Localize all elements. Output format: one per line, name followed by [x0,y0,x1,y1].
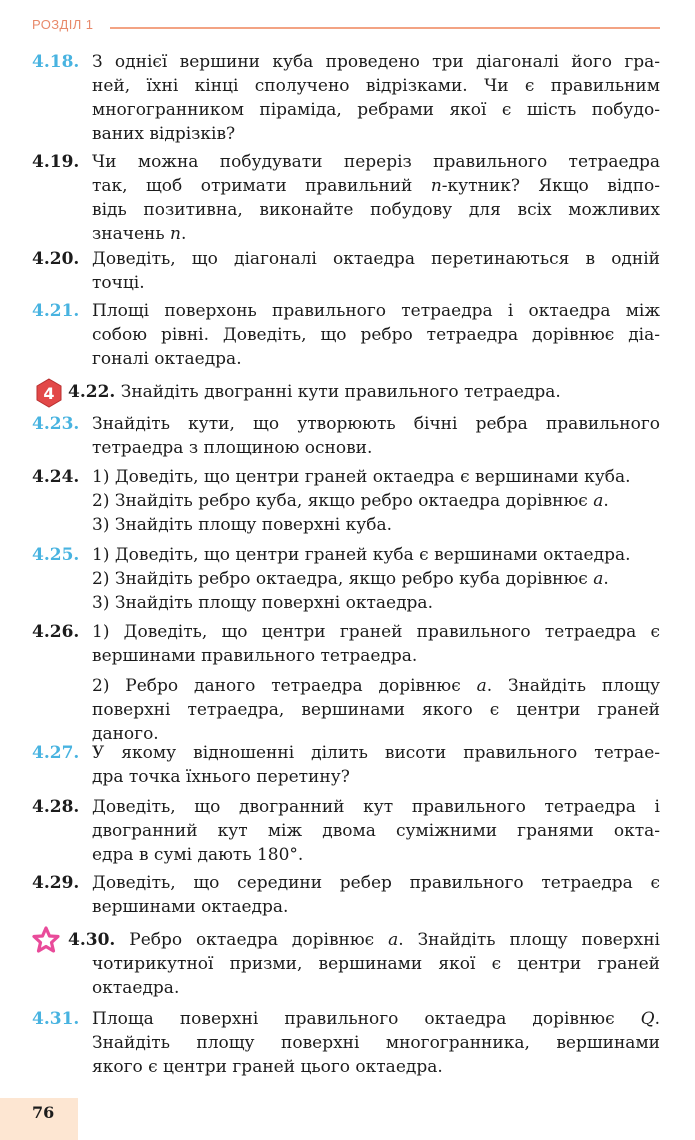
text-line: 2) Знайдіть ребро октаедра, якщо ребро куба дорівнює a. [92,569,609,589]
problem-text [92,150,660,246]
problem-number: 4.27. [32,743,80,763]
problem-text [92,247,660,295]
text-line: ваних відрізків? [92,124,236,144]
problem-number: 4.30. [68,930,116,950]
problem-number: 4.26. [32,622,80,642]
problem-text [92,741,660,789]
text-line: дра точка їхнього перетину? [92,767,350,787]
text-line: гоналі октаедра. [92,349,242,369]
problem-text [92,1007,660,1079]
problem-4-28 [32,795,660,867]
problem-number: 4.22. [68,382,116,402]
text-line: Доведіть, що середини ребер правильного тетраедра є [92,873,660,893]
text-line: ней, їхні кінці сполучено відрізками. Чи є правильним [92,76,660,96]
text-line: Чи можна побудувати переріз правильного тетраедра [92,152,660,172]
problem-number: 4.25. [32,545,80,565]
problem-4-27 [32,741,660,789]
problem-text [92,543,660,615]
problem-number: 4.19. [32,152,80,172]
text-line: Доведіть, що діагоналі октаедра перетинаються в одній [92,249,660,269]
problem-4-20 [32,247,660,295]
problem-number: 4.18. [32,52,80,72]
text-line: многогранником піраміда, ребрами якої є шість побудо- [92,100,660,120]
problem-4-23 [32,412,660,460]
problem-text [92,795,660,867]
text-line: Знайдіть площу поверхні многогранника, вершинами [92,1033,660,1053]
text-line: У якому відношенні ділить висоти правильного тетрае- [92,743,660,763]
text-line: вершинами октаедра. [92,897,289,917]
text-line: Знайдіть кути, що утворюють бічні ребра правильного [92,414,660,434]
text-line: едра в сумі дають 180°. [92,845,304,865]
star-badge-icon [32,926,60,956]
text-line: 2) Ребро даного тетраедра дорівнює a. Знайдіть площу [92,676,660,696]
problem-number: 4.29. [32,873,80,893]
text-line: Площі поверхонь правильного тетраедра і октаедра між [92,301,660,321]
problem-text [92,871,660,919]
text-line-content: Ребро октаедра дорівнює a. Знайдіть площу поверхні [129,930,660,950]
badge-label: 4 [43,384,55,403]
text-line: Площа поверхні правильного октаедра дорівнює Q. [92,1009,660,1029]
problem-number: 4.20. [32,249,80,269]
problem-text [92,620,660,746]
problem-number: 4.28. [32,797,80,817]
problem-number: 4.23. [32,414,80,434]
text-line: відь позитивна, виконайте побудову для всіх можливих [92,200,660,220]
running-header [32,14,660,36]
problem-text [92,412,660,460]
problem-text [92,465,660,537]
text-line: вершинами правильного тетраедра. [92,646,418,666]
text-line: двогранний кут між двома суміжними гранями окта- [92,821,660,841]
problem-4-22 [68,380,660,404]
problem-text [92,299,660,371]
text-line: тетраедра з площиною основи. [92,438,373,458]
text-line: так, щоб отримати правильний n-кутник? Якщо відпо- [92,176,661,196]
text-line: якого є центри граней цього октаедра. [92,1057,443,1077]
problem-text [68,928,660,1000]
text-line: 3) Знайдіть площу поверхні куба. [92,515,393,535]
text-line: 1) Доведіть, що центри граней правильного тетраедра є [92,622,660,642]
text-line: 1) Доведіть, що центри граней октаедра є вершинами куба. [92,467,631,487]
text-line: октаедра. [92,978,180,998]
problem-number: 4.31. [32,1009,80,1029]
problem-4-24 [32,465,660,537]
difficulty-4-badge-icon [36,378,62,408]
problem-4-18 [32,50,660,146]
text-line: значень n. [92,224,187,244]
header-rule [110,27,660,29]
text-line: 1) Доведіть, що центри граней куба є вершинами октаедра. [92,545,631,565]
text-line: чотирикутної призми, вершинами якої є центри граней [92,954,660,974]
text-line: Доведіть, що двогранний кут правильного тетраедра і [92,797,660,817]
text-line: собою рівні. Доведіть, що ребро тетраедра дорівнює діа- [92,325,660,345]
problem-4-29 [32,871,660,919]
problem-4-30 [68,928,660,1000]
problem-4-25 [32,543,660,615]
text-line: даного. [92,724,159,744]
problem-text [68,380,660,404]
text-line: точці. [92,273,145,293]
problem-number: 4.21. [32,301,80,321]
text-line: З однієї вершини куба проведено три діагоналі його гра- [92,52,660,72]
text-line: 3) Знайдіть площу поверхні октаедра. [92,593,433,613]
problem-4-21 [32,299,660,371]
text-line: 2) Знайдіть ребро куба, якщо ребро октаедра дорівнює a. [92,491,609,511]
text-line [68,928,660,952]
text-line: поверхні тетраедра, вершинами якого є центри граней [92,700,660,720]
problem-number: 4.24. [32,467,80,487]
text-line: Знайдіть двогранні кути правильного тетраедра. [120,382,561,402]
section-label: РОЗДІЛ 1 [32,17,94,32]
problem-4-19 [32,150,660,246]
problem-4-26 [32,620,660,746]
page-number: 76 [32,1103,55,1122]
problem-text [92,50,660,146]
problem-4-31 [32,1007,660,1079]
